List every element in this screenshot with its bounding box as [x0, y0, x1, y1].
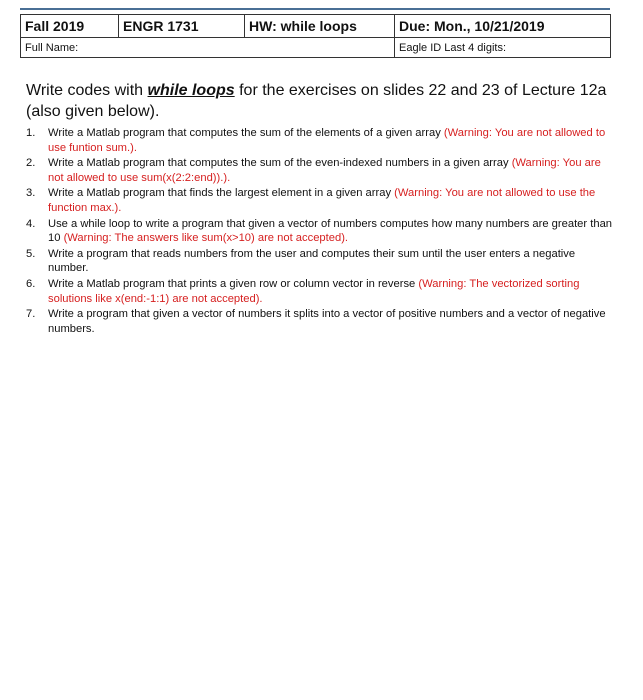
item-number: 7.: [26, 308, 36, 321]
eagle-id-field[interactable]: Eagle ID Last 4 digits:: [395, 38, 611, 58]
exercise-item: [26, 217, 616, 246]
item-number: 1.: [26, 127, 36, 139]
intro-text-end: for the exercises on slides 22 and 23 of Lecture 12a (also given below).: [26, 82, 607, 120]
semester-cell: Fall 2019: [21, 15, 119, 38]
item-text: Write a program that given a vector of numbers it splits into a vector of positive numbers and a vector of negative numbers.: [48, 308, 606, 335]
exercise-item: [26, 186, 616, 215]
item-warning: (Warning: You are not allowed to use the function max.).: [48, 187, 596, 214]
item-text: Write a Matlab program that prints a given row or column vector in reverse: [48, 277, 419, 290]
item-warning: (Warning: You are not allowed to use sum(x(2:2:end)).).: [48, 157, 601, 184]
exercise-item: [26, 277, 616, 306]
item-warning: (Warning: The vectorized sorting solutions like x(end:-1:1) are not accepted).: [48, 277, 580, 305]
exercise-item: [26, 126, 616, 155]
item-number: 2.: [26, 157, 36, 170]
info-row: [21, 38, 611, 58]
instructions: [26, 80, 616, 122]
intro-text-start: Write codes with: [26, 82, 148, 99]
header-rule: [20, 8, 610, 10]
exercise-list: [26, 126, 616, 337]
due-date-cell: Due: Mon., 10/21/2019: [395, 15, 611, 38]
full-name-field[interactable]: Full Name:: [21, 38, 395, 58]
header-row: [21, 15, 611, 38]
item-number: 4.: [26, 217, 36, 230]
intro-emphasis: while loops: [147, 82, 235, 99]
hw-title-cell: HW: while loops: [245, 15, 395, 38]
item-text: Write a Matlab program that computes the sum of the elements of a given array: [48, 127, 444, 139]
item-text: Write a Matlab program that finds the largest element in a given array: [48, 187, 395, 200]
item-number: 3.: [26, 187, 36, 200]
exercise-item: [26, 156, 616, 185]
item-warning: (Warning: The answers like sum(x>10) are not accepted).: [63, 232, 349, 245]
item-text: Write a program that reads numbers from the user and computes their sum until the user enters a negative number.: [48, 247, 576, 275]
course-cell: ENGR 1731: [119, 15, 245, 38]
exercise-item: [26, 307, 616, 336]
item-number: 6.: [26, 277, 36, 290]
item-warning: (Warning: You are not allowed to use funtion sum.).: [48, 127, 606, 154]
item-text: Write a Matlab program that computes the sum of the even-indexed numbers in a given array: [48, 157, 512, 170]
item-text: Use a while loop to write a program that given a vector of numbers computes how many numbers are greater than 10: [48, 217, 613, 245]
exercise-item: [26, 247, 616, 276]
header-table: [20, 14, 611, 58]
item-number: 5.: [26, 247, 36, 260]
